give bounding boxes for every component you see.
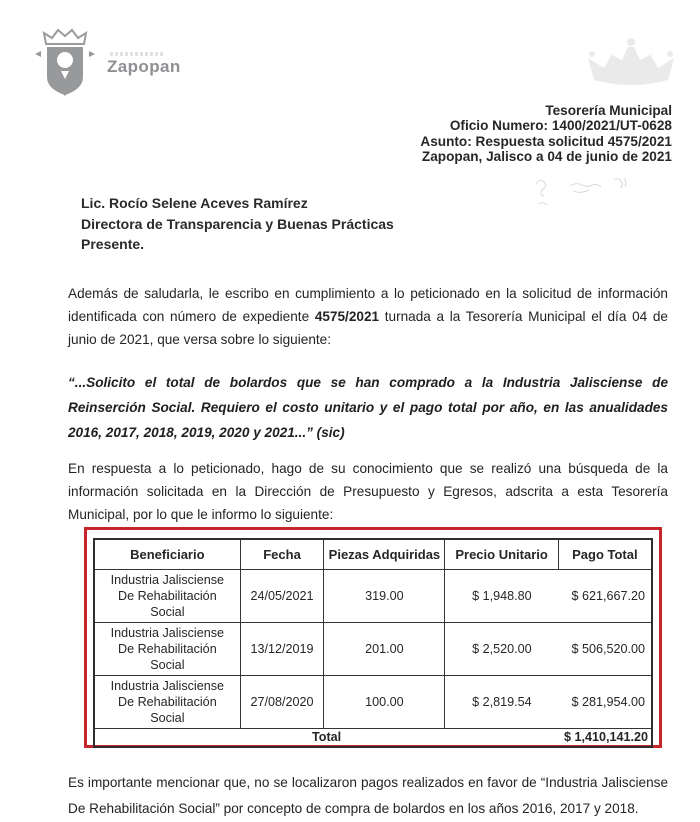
cell-beneficiario: Industria Jalisciense De Rehabilitación Social	[94, 675, 240, 728]
red-highlight-frame	[84, 527, 662, 748]
total-label: Total	[94, 728, 558, 747]
cell-fecha: 24/05/2021	[240, 569, 324, 622]
paragraph-response: En respuesta a lo peticionado, hago de su conocimiento que se realizó una búsqueda de la información solicitada en la Dirección de Presupuesto y Egresos, adscrita a esta Tesorería Municipal, por lo que le informo lo siguiente:	[68, 460, 668, 522]
cell-precio-unitario: $ 1,948.80	[445, 569, 558, 622]
paragraph-closing: Es importante mencionar que, no se localizaron pagos realizados en favor de “Industria Jalisciense De Rehabilitación Social” por concepto de compra de bolardos en los años 2016, 2017 y 2018.	[68, 774, 668, 816]
table-row	[94, 622, 652, 675]
paragraph-intro	[68, 282, 668, 351]
recipient-salutation: Presente.	[81, 236, 145, 252]
cell-pago-total: $ 281,954.00	[558, 675, 652, 728]
logo-brand-text: Zapopan	[107, 57, 181, 76]
handwritten-marks	[518, 170, 658, 222]
cell-pago-total: $ 621,667.20	[558, 569, 652, 622]
zapopan-logo	[28, 24, 228, 104]
header-oficio-number: Oficio Numero: 1400/2021/UT-0628	[449, 118, 672, 134]
quoted-request: “...Solicito el total de bolardos que se han comprado a la Industria Jalisciense de Reinserción Social. Requiero el costo unitario y el pago total por año, en las anualidades 2016, 2017, 2018, 2019, 2020 y 2021...” (sic)	[68, 374, 668, 440]
column-header-benef: Beneficiario	[94, 539, 240, 569]
recipient-name: Lic. Rocío Selene Aceves Ramírez	[81, 195, 308, 211]
letter-header	[252, 103, 672, 165]
header-subject: Asunto: Respuesta solicitud 4575/2021	[420, 133, 672, 149]
table-row	[94, 675, 652, 728]
paragraph-intro-text: Además de saludarla, le escribo en cumplimiento a lo peticionado en la solicitud de información identificada con número de expediente	[68, 285, 668, 324]
header-department: Tesorería Municipal	[545, 103, 672, 118]
table-body	[94, 569, 652, 728]
cell-fecha: 27/08/2020	[240, 675, 324, 728]
cell-piezas: 319.00	[324, 569, 445, 622]
cell-fecha: 13/12/2019	[240, 622, 324, 675]
column-header-precio: Precio Unitario	[445, 539, 558, 569]
total-value: $ 1,410,141.20	[558, 728, 652, 747]
recipient-title: Directora de Transparencia y Buenas Prácticas	[81, 215, 394, 232]
table-header-row	[94, 539, 652, 569]
column-header-pago: Pago Total	[558, 539, 652, 569]
cell-piezas: 201.00	[324, 622, 445, 675]
recipient-block	[81, 193, 501, 255]
paragraph-intro-text-after: turnada a la Tesorería Municipal el día 04 de junio de 2021, que versa sobre lo siguiente:	[68, 308, 668, 347]
header-dateline: Zapopan, Jalisco a 04 de junio de 2021	[421, 149, 672, 165]
table-row	[94, 569, 652, 622]
cell-precio-unitario: $ 2,520.00	[445, 622, 558, 675]
zapopan-crest-icon	[32, 26, 102, 102]
cell-beneficiario: Industria Jalisciense De Rehabilitación Social	[94, 622, 240, 675]
table-total-row	[94, 728, 652, 747]
crown-watermark-icon	[578, 34, 684, 94]
logo-small-text-smudge	[110, 52, 164, 56]
cell-precio-unitario: $ 2,819.54	[445, 675, 558, 728]
cell-pago-total: $ 506,520.00	[558, 622, 652, 675]
cell-beneficiario: Industria Jalisciense De Rehabilitación Social	[94, 569, 240, 622]
column-header-fecha: Fecha	[240, 539, 324, 569]
cell-piezas: 100.00	[324, 675, 445, 728]
column-header-piezas: Piezas Adquiridas	[324, 539, 445, 569]
payments-table	[93, 538, 653, 748]
expediente-number: 4575/2021	[314, 308, 380, 324]
